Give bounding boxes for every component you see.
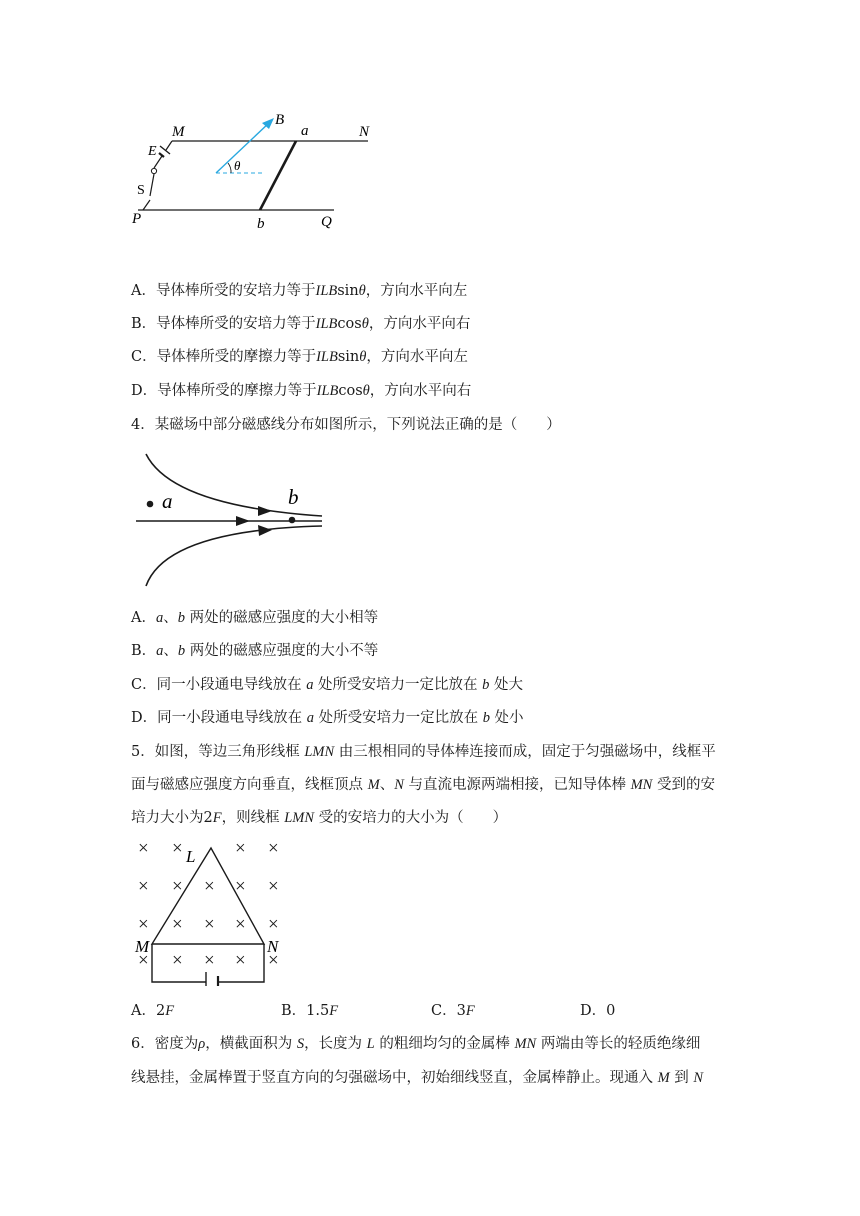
q5-stem-line-3: 培力大小为2F，则线框 LMN 受的安培力的大小为（ ） xyxy=(131,810,508,826)
field-cross: × xyxy=(235,838,246,859)
q3-label-S: S xyxy=(137,183,145,198)
q3-label-M: M xyxy=(172,124,185,140)
q6-stem-line-2: 线悬挂，金属棒置于竖直方向的匀强磁场中，初始细线竖直，金属棒静止。现通入 M 到 N xyxy=(131,1070,704,1086)
field-cross: × xyxy=(204,876,215,897)
q5-option-d: D．0 xyxy=(580,1003,616,1019)
q3-label-b: b xyxy=(257,216,265,232)
q3-label-E: E xyxy=(148,144,157,159)
q4-label-a: a xyxy=(162,489,173,513)
field-cross: × xyxy=(268,876,279,897)
q3-label-B: B xyxy=(275,112,285,128)
q3-label-theta: θ xyxy=(234,158,241,173)
field-cross: × xyxy=(235,914,246,935)
q5-label-M: M xyxy=(135,937,150,956)
field-cross: × xyxy=(235,876,246,897)
q4-stem: 4．某磁场中部分磁感线分布如图所示，下列说法正确的是（ ） xyxy=(131,417,561,433)
q4-figure xyxy=(132,450,332,590)
q3-label-P: P xyxy=(132,211,142,227)
q3-option-b: B．导体棒所受的安培力等于ILBcosθ，方向水平向右 xyxy=(131,316,471,332)
field-cross: × xyxy=(268,914,279,935)
q5-stem-line-1: 5．如图，等边三角形线框 LMN 由三根相同的导体棒连接而成，固定于匀强磁场中，线框平 xyxy=(131,744,716,760)
field-cross: × xyxy=(138,876,149,897)
q5-option-c: C．3F xyxy=(431,1003,475,1019)
q5-stem-line-2: 面与磁感应强度方向垂直，线框顶点 M、N 与直流电源两端相接，已知导体棒 MN 受到的安 xyxy=(131,777,715,793)
q4-option-a: A．a、b 两处的磁感应强度的大小相等 xyxy=(131,610,379,626)
q5-option-b: B．1.5F xyxy=(281,1003,339,1019)
q3-figure xyxy=(128,108,388,236)
field-cross: × xyxy=(138,914,149,935)
field-cross: × xyxy=(204,914,215,935)
q5-option-a: A．2F xyxy=(131,1003,175,1019)
q3-label-a: a xyxy=(301,123,309,139)
q4-label-b: b xyxy=(288,485,299,509)
q3-label-N: N xyxy=(359,124,370,140)
field-cross: × xyxy=(138,838,149,859)
q3-label-Q: Q xyxy=(321,214,332,230)
field-cross: × xyxy=(172,914,183,935)
q3-option-c: C．导体棒所受的摩擦力等于ILBsinθ，方向水平向左 xyxy=(131,349,468,365)
q3-option-d: D．导体棒所受的摩擦力等于ILBcosθ，方向水平向右 xyxy=(131,383,472,399)
q6-stem-line-1: 6．密度为ρ，横截面积为 S，长度为 L 的粗细均匀的金属棒 MN 两端由等长的轻质绝缘细 xyxy=(131,1036,701,1052)
q4-option-d: D．同一小段通电导线放在 a 处所受安培力一定比放在 b 处小 xyxy=(131,710,524,726)
field-cross: × xyxy=(172,876,183,897)
q5-label-N: N xyxy=(267,937,279,956)
q3-option-a: A．导体棒所受的安培力等于ILBsinθ，方向水平向左 xyxy=(131,283,468,299)
field-cross: × xyxy=(172,838,183,859)
q5-figure xyxy=(132,836,292,986)
field-cross: × xyxy=(172,950,183,971)
field-cross: × xyxy=(138,950,149,971)
field-cross: × xyxy=(268,950,279,971)
field-cross: × xyxy=(268,838,279,859)
field-cross: × xyxy=(235,950,246,971)
q4-option-c: C．同一小段通电导线放在 a 处所受安培力一定比放在 b 处大 xyxy=(131,677,524,693)
q5-label-L: L xyxy=(186,847,196,866)
field-cross: × xyxy=(204,950,215,971)
q4-option-b: B．a、b 两处的磁感应强度的大小不等 xyxy=(131,643,379,659)
